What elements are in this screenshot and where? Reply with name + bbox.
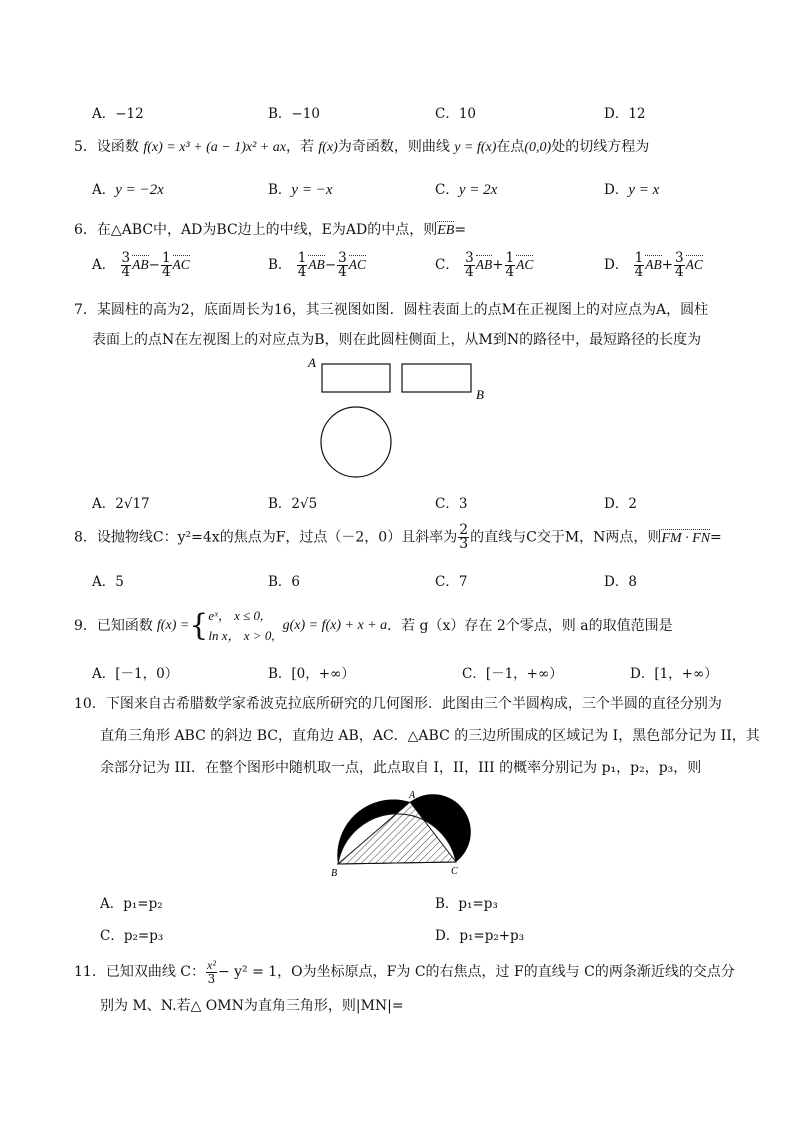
- q9-option-b: B．[0，+∞）: [268, 666, 355, 682]
- q10-hippocrates-figure: [320, 784, 480, 880]
- q5-text-d: 在点: [496, 139, 525, 155]
- q4-option-a: A．−12: [92, 106, 144, 122]
- q6-text: 在△ABC中，AD为BC边上的中线，E为AD的中点，则: [96, 222, 438, 238]
- q7-label-a: A: [308, 355, 316, 370]
- q4-option-c: C．10: [435, 106, 477, 122]
- q8-slope: $\frac{2}{3}$: [459, 522, 469, 552]
- q7-side-view: [402, 364, 471, 392]
- q6-option-d: D． $\frac{1}{4}$ AB+ $\frac{3}{4}$ AC: [604, 250, 703, 280]
- q10-label-a: A: [409, 790, 416, 801]
- q9-piecewise: eˣ， x ≤ 0, ln x， x > 0,: [208, 608, 275, 643]
- q5-option-b: B．y = −x: [268, 182, 333, 198]
- q8-option-c: C．7: [435, 574, 468, 590]
- q7-label-b: B: [476, 387, 484, 402]
- q7-option-b: B．2√5: [268, 496, 318, 512]
- q6-target-vector: EB: [437, 223, 455, 238]
- q8-option-d: D．8: [604, 574, 637, 590]
- q7-option-d: D．2: [604, 496, 637, 512]
- q5-fx: f(x): [318, 140, 338, 155]
- q7-front-view: [322, 364, 390, 392]
- q10-line1: 10．下图来自古希腊数学家希波克拉底所研究的几何图形．此图由三个半圆构成，三个半圆的直径分别为: [74, 696, 722, 712]
- q9-option-c: C．[－1，+∞）: [462, 666, 563, 682]
- q8-stem: 8．设抛物线C：y²=4x的焦点为F，过点（－2，0）且斜率为 $\frac{2}{3}$ 的直线与C交于M，N两点，则FM · FN=: [74, 522, 722, 552]
- q7-line2: 表面上的点N在左视图上的对应点为B，则在此圆柱侧面上，从M到N的路径中，最短路径的长度为: [92, 332, 702, 348]
- q10-option-d: D．p₁=p₂+p₃: [435, 928, 525, 944]
- q5-option-c: C．y = 2x: [435, 182, 498, 198]
- q7-top-view: [321, 407, 391, 477]
- q5-text-c: 为奇函数，则曲线: [337, 139, 450, 155]
- q5-option-a: A．y = −2x: [92, 182, 164, 198]
- q7-option-a: A．2√17: [92, 496, 150, 512]
- q8-option-a: A．5: [92, 574, 124, 590]
- q6-option-c: C． $\frac{3}{4}$ AB+ $\frac{1}{4}$ AC: [435, 250, 534, 280]
- q7-option-c: C．3: [435, 496, 468, 512]
- q10-option-c: C．p₂=p₃: [100, 928, 164, 944]
- q6-option-b: B． $\frac{1}{4}$ AB− $\frac{3}{4}$ AC: [268, 250, 366, 280]
- q5-stem: [74, 137, 649, 158]
- q5-text-e: 处的切线方程为: [551, 139, 650, 155]
- q5-function: f(x) = x³ + (a − 1)x² + ax: [143, 140, 286, 155]
- q5-text-a: 设函数: [96, 139, 139, 155]
- q10-option-b: B．p₁=p₃: [435, 896, 498, 912]
- q11-line2: 别为 M、N.若△ OMN为直角三角形，则|MN|=: [100, 998, 404, 1014]
- q10-line2: 直角三角形 ABC 的斜边 BC，直角边 AB，AC．△ABC 的三边所围成的区域记为 I，黑色部分记为 II，其: [100, 728, 760, 744]
- q4-option-b: B．−10: [268, 106, 320, 122]
- q10-line3: 余部分记为 III．在整个图形中随机取一点，此点取自 I，II，III 的概率分别记为 p₁，p₂，p₃，则: [100, 760, 702, 776]
- q8-option-b: B．6: [268, 574, 301, 590]
- q5-point: (0,0): [524, 140, 552, 155]
- q6-stem: 6．在△ABC中，AD为BC边上的中线，E为AD的中点，则EB=: [74, 222, 467, 238]
- q10-label-c: C: [451, 866, 458, 877]
- q7-three-view-figure: [300, 352, 500, 492]
- q7-line1: 7．某圆柱的高为2，底面周长为16，其三视图如图．圆柱表面上的点M在正视图上的对应点为A，圆柱: [74, 302, 709, 318]
- q5-curve: y = f(x): [454, 140, 497, 155]
- q10-option-a: A．p₁=p₂: [100, 896, 163, 912]
- q10-label-b: B: [331, 868, 338, 879]
- q5-number: 5．: [74, 139, 97, 155]
- q11-line1: 11． 已知双曲线 C： $\frac{\text{x²}}{3}$ − y² = 1，O为坐标原点，F为 C的右焦点，过 F的直线与 C的两条渐近线的交点分: [74, 957, 735, 986]
- q4-option-d: D．12: [604, 106, 646, 122]
- q6-option-a: A． $\frac{3}{4}$ AB− $\frac{1}{4}$ AC: [92, 250, 190, 280]
- q9-stem: 9． 已知函数 f(x) = { eˣ， x ≤ 0, ln x， x > 0, g(x) = f(x) + x + a ．若 g（x）存在 2个零点，则 a的取值范围是: [74, 604, 673, 648]
- q9-option-a: A．[－1，0）: [92, 666, 179, 682]
- q9-option-d: D．[1，+∞）: [630, 666, 718, 682]
- q8-dot-product: FM · FN: [661, 530, 711, 546]
- q5-text-b: ，若: [285, 139, 314, 155]
- q5-option-d: D．y = x: [604, 182, 660, 198]
